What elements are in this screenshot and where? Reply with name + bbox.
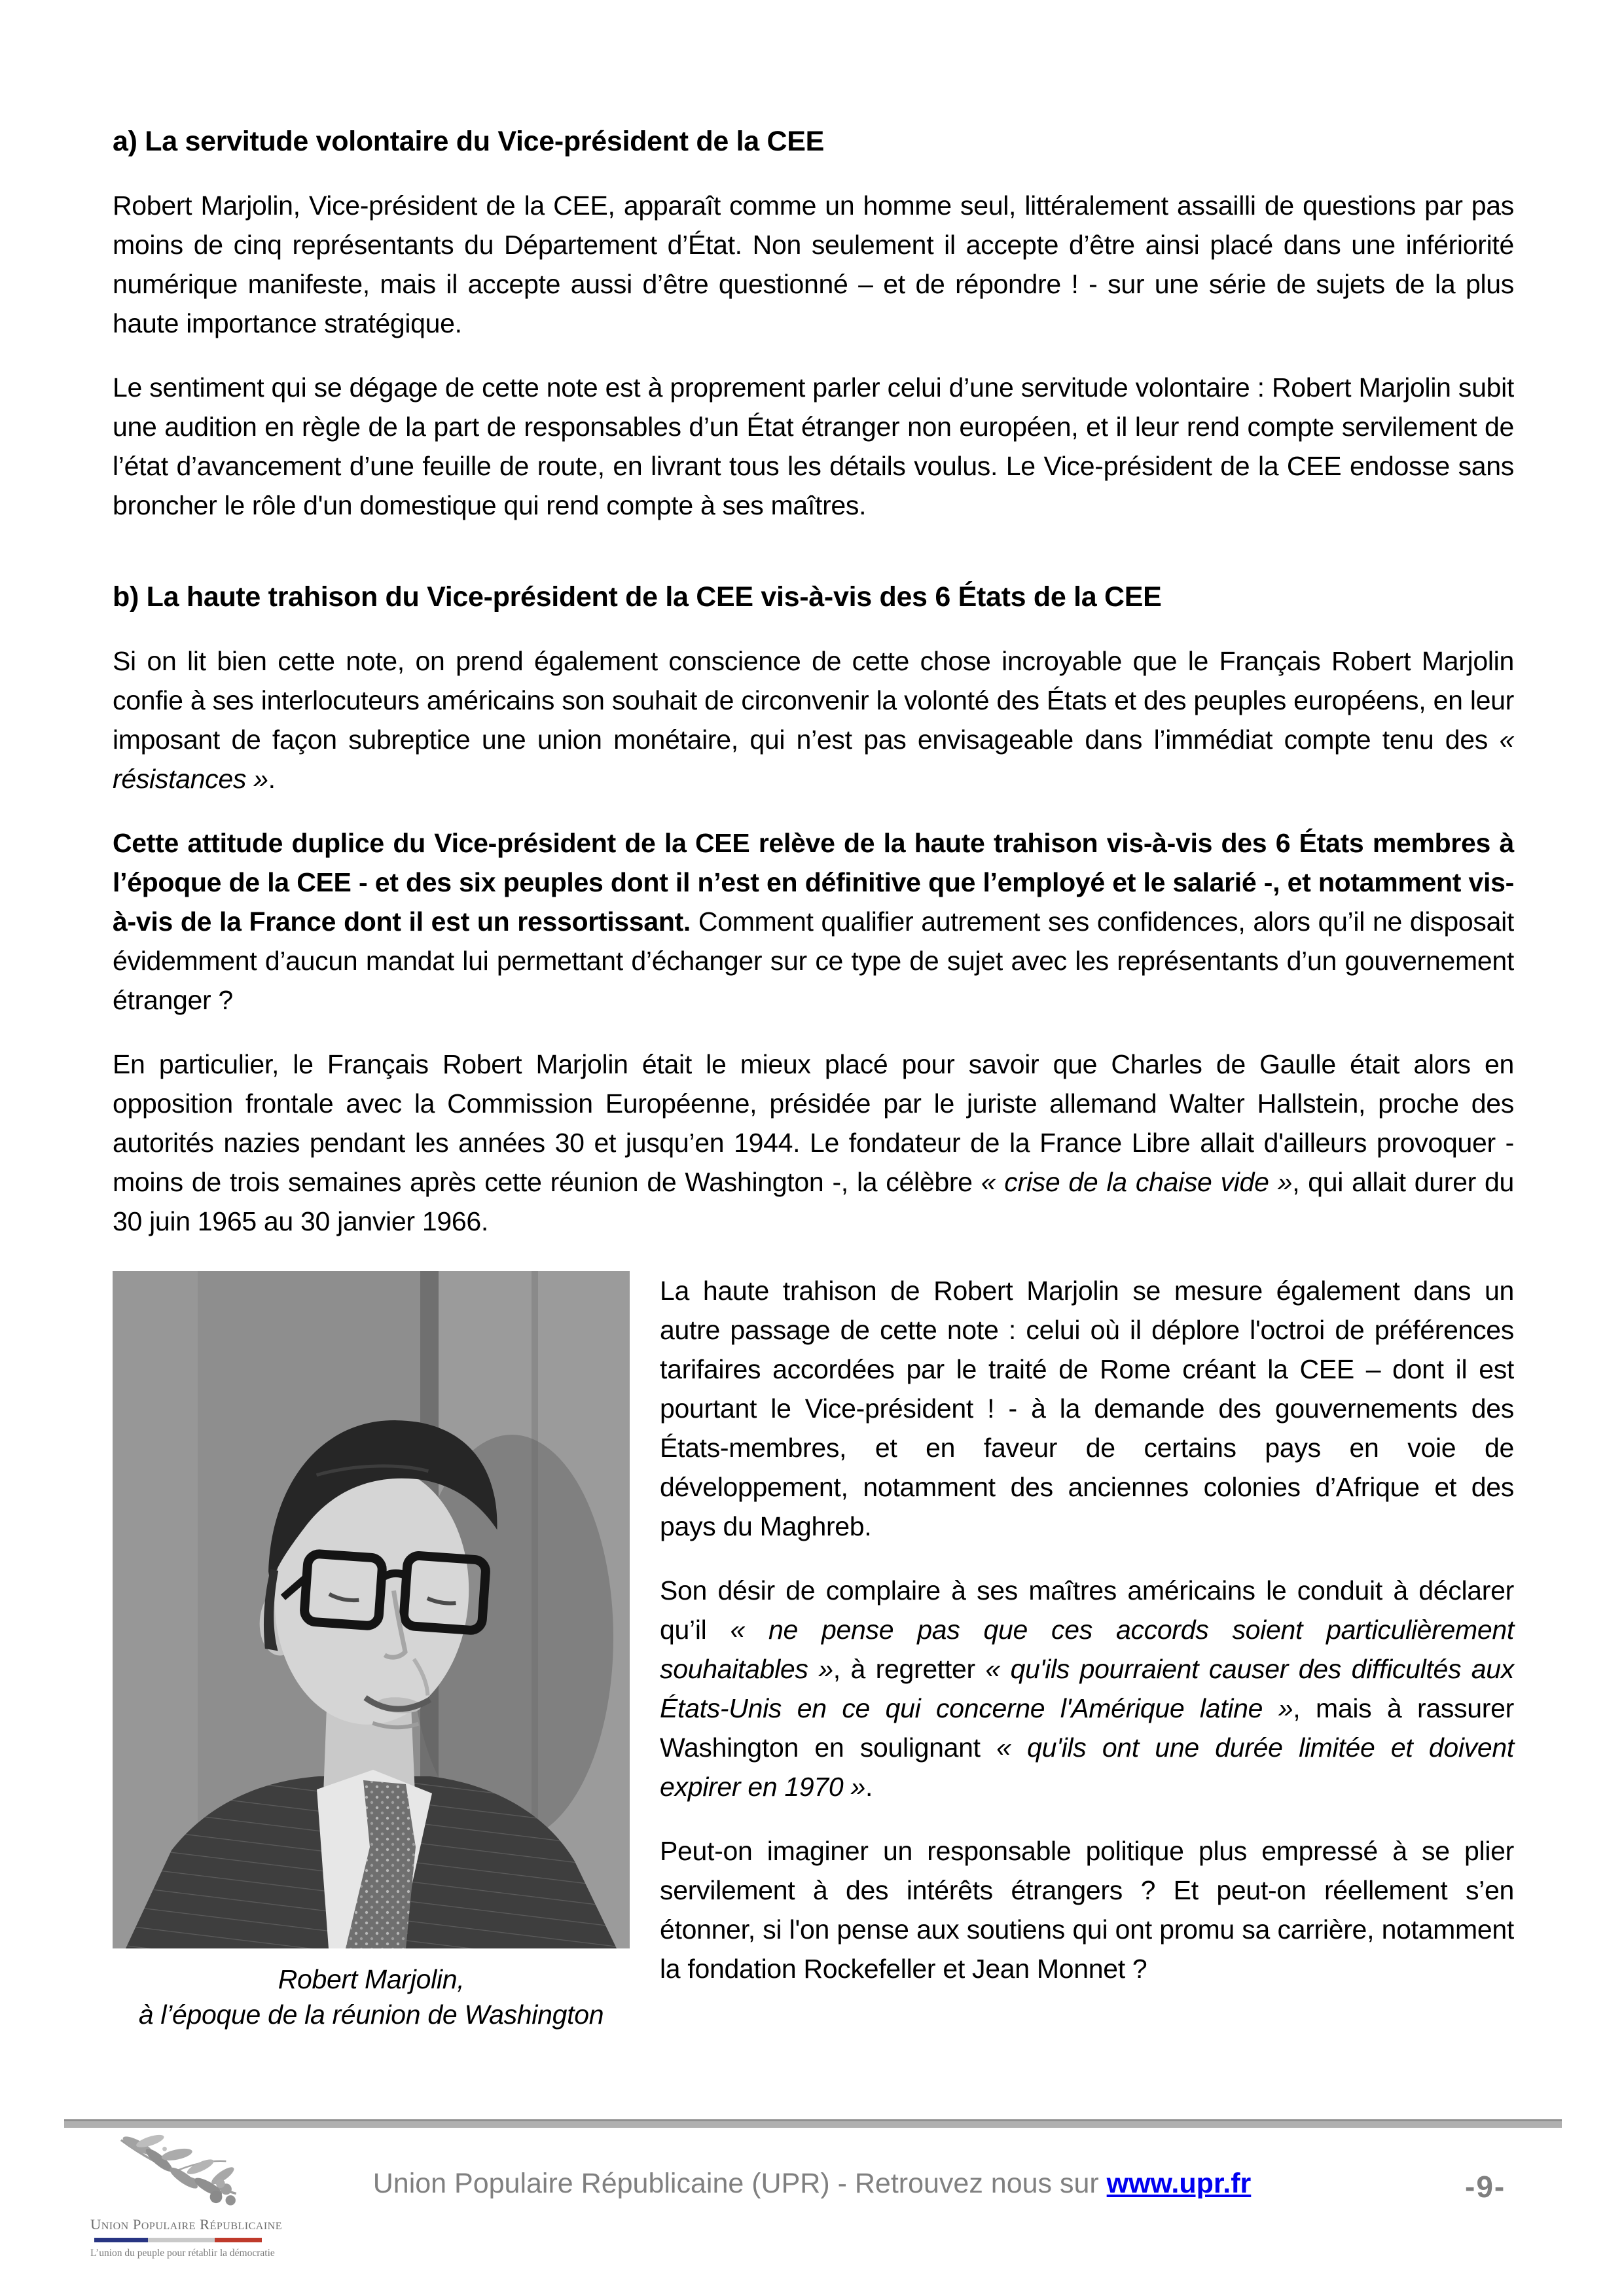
quoted-italic: « crise de la chaise vide » [981,1167,1293,1197]
page-content [113,122,1514,2032]
quoted-italic: « ne pense pas que ces accords soient particulièrement souhaitables » [660,1615,1514,1684]
caption-line-2: à l’époque de la réunion de Washington [138,2000,604,2030]
upr-logo [90,2131,283,2259]
logo-title: Union Populaire Républicaine [90,2216,283,2233]
section-b-heading: b) La haute trahison du Vice-président de la CEE vis-à-vis des 6 États de la CEE [113,581,1162,613]
bold-conclusion-paragraph: Peut-on imaginer un responsable politique plus empressé à se plier servilement à des intérêts étrangers ? Et peut-on réellement s’en étonner, si l'on pense aux soutiens qui ont promu sa carrière, notamment la fondation Rockefeller et Jean Monnet ? [660,1836,1514,1984]
paragraph: Cette attitude duplice du Vice-président de la CEE relève de la haute trahison vis-à-vis des 6 États membres à l’époque de la CEE - et des six peuples dont il n’est en définitive que l’employé et le salarié -, et notamment vis-à-vis de la France dont il est un ressortissant. Comment qualifier autrement ses confidences, alors qu’il ne disposait évidemment d’aucun mandat lui permettant d’échanger sur ce type de sujet avec les représentants d’un gouvernement étranger ? [113,828,1514,1015]
photo-caption [113,1962,630,2032]
right-column [660,1271,1514,2032]
paragraph: Si on lit bien cette note, on prend également conscience de cette chose incroyable que le Français Robert Marjolin confie à ses interlocuteurs américains son souhait de circonvenir la volonté des États et des peuples européens, en leur imposant de façon subreptice une union monétaire, qui n’est pas envisageable dans l’immédiat compte tenu des « résistances ». [113,646,1514,794]
paragraph: La haute trahison de Robert Marjolin se mesure également dans un autre passage de cette note : celui où il déplore l'octroi de préférences tarifaires accordées par le traité de Rome créant la CEE – dont il est pourtant le Vice-président ! - à la demande des gouvernements des États-membres, et en faveur de certains pays en voie de développement, notamment des anciennes colonies d’Afrique et des pays du Maghreb. [660,1276,1514,1541]
bold-statement: Cette attitude duplice du Vice-président de la CEE relève de la haute trahison vis-à-vis des 6 États membres à l’époque de la CEE - et des six peuples dont il n’est en définitive que l’employé et le salarié -, et notamment vis-à-vis de la France dont il est un ressortissant. [113,828,1514,937]
logo-tagline: L’union du peuple pour rétablir la démocratie [90,2248,275,2259]
portrait-figure [113,1271,630,2032]
tricolor-bar [94,2238,262,2242]
footer-text: Union Populaire Républicaine (UPR) - Retrouvez nous sur www.upr.fr [372,2168,1252,2199]
paragraph: Son désir de complaire à ses maîtres américains le conduit à déclarer qu’il « ne pense pas que ces accords soient particulièrement souhaitables », à regretter « qu'ils pourraient causer des difficultés aux États-Unis en ce qui concerne l'Amérique latine », mais à rassurer Washington en soulignant « qu'ils ont une durée limitée et doivent expirer en 1970 ». [660,1575,1515,1802]
caption-line-1: Robert Marjolin, [278,1964,465,1994]
robert-marjolin-photo [113,1271,630,1948]
quoted-italic: « qu'ils pourraient causer des difficultés aux États-Unis en ce qui concerne l'Amérique latine » [660,1654,1515,1723]
paragraph: Le sentiment qui se dégage de cette note est à proprement parler celui d’une servitude volontaire : Robert Marjolin subit une audition en règle de la part de responsables d’un État étranger non européen, et il leur rend compte servilement de l’état d’avancement d’une feuille de route, en livrant tous les détails voulus. Le Vice-président de la CEE endosse sans broncher le rôle d'un domestique qui rend compte à ses maîtres. [113,372,1514,520]
flag-red-segment [215,2238,262,2242]
section-a-heading: a) La servitude volontaire du Vice-président de la CEE [113,126,824,157]
flag-blue-segment [94,2238,148,2242]
page-number: -9- [1465,2170,1506,2204]
upr-website-link[interactable]: www.upr.fr [1106,2168,1252,2199]
paragraph: Robert Marjolin, Vice-président de la CEE, apparaît comme un homme seul, littéralement assailli de questions par pas moins de cinq représentants du Département d’État. Non seulement il accepte d’être ainsi placé dans une infériorité numérique manifeste, mais il accepte aussi d’être questionné – et de répondre ! - sur une série de sujets de la plus haute importance stratégique. [113,190,1514,338]
footer-separator-bar [64,2119,1562,2128]
paragraph: En particulier, le Français Robert Marjolin était le mieux placé pour savoir que Charles de Gaulle était alors en opposition frontale avec la Commission Européenne, présidée par le juriste allemand Walter Hallstein, proche des autorités nazies pendant les années 30 et jusqu’en 1944. Le fondateur de la France Libre allait d'ailleurs provoquer - moins de trois semaines après cette réunion de Washington -, la célèbre « crise de la chaise vide », qui allait durer du 30 juin 1965 au 30 janvier 1966. [113,1049,1514,1236]
photo-text-section [113,1271,1514,2032]
quoted-italic: « résistances » [113,725,1514,794]
olive-branch-icon [109,2131,247,2215]
flag-white-segment [148,2238,215,2242]
quoted-italic: « qu'ils ont une durée limitée et doivent expirer en 1970 » [660,1732,1514,1802]
